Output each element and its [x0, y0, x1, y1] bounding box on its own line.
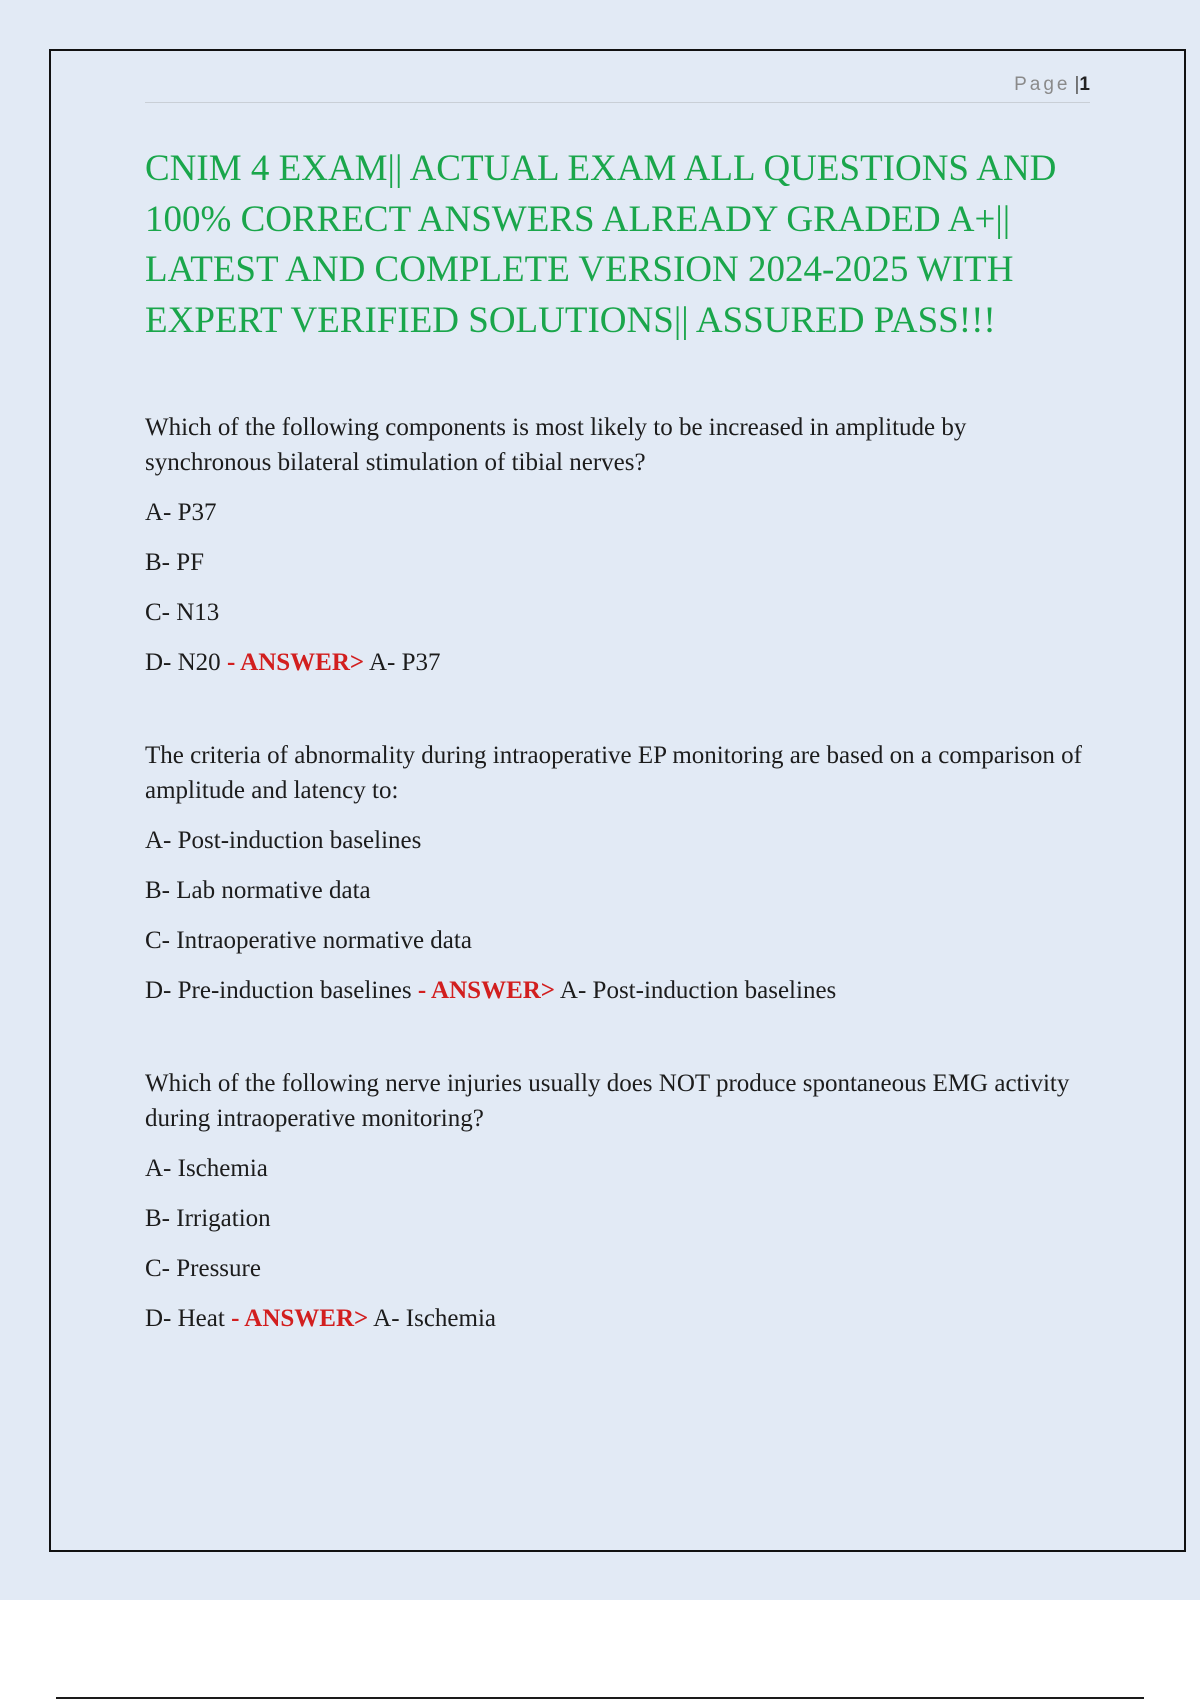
question-block-2: [145, 738, 1090, 1008]
option-b: B- Irrigation: [145, 1205, 271, 1232]
answer-tag: - ANSWER>: [417, 977, 556, 1004]
option-c: C- Intraoperative normative data: [145, 927, 472, 954]
question-text: Which of the following nerve injuries usually does NOT produce spontaneous EMG activity during intraoperative monitoring?: [145, 1070, 1070, 1132]
option-d-with-answer: [145, 1286, 1090, 1336]
page-word: Page: [1014, 74, 1071, 95]
question-block-1: [145, 410, 1090, 680]
question-text: Which of the following components is most likely to be increased in amplitude by synchronous bilateral stimulation of tibial nerves?: [145, 414, 967, 476]
footer-rule: [56, 1697, 1144, 1699]
option-d: D- N20: [145, 649, 221, 676]
option-a: A- Post-induction baselines: [145, 827, 422, 854]
question-block-3: [145, 1066, 1090, 1336]
answer-tag: - ANSWER>: [231, 1305, 369, 1332]
option-c: C- N13: [145, 599, 220, 626]
page-number: 1: [1079, 74, 1090, 95]
option-d-with-answer: [145, 630, 1090, 680]
option-d: D- Pre-induction baselines: [145, 977, 412, 1004]
option-b: B- Lab normative data: [145, 877, 371, 904]
page-header: [145, 72, 1090, 103]
question-text: The criteria of abnormality during intraoperative EP monitoring are based on a comparison of amplitude and latency to:: [145, 742, 1082, 804]
option-d-with-answer: [145, 958, 1090, 1008]
question-list: [145, 410, 1090, 1336]
answer-tag: - ANSWER>: [226, 649, 365, 676]
answer-value: A- Post-induction baselines: [559, 977, 837, 1004]
option-a: A- P37: [145, 499, 217, 526]
option-c: C- Pressure: [145, 1255, 261, 1282]
answer-value: A- P37: [369, 649, 441, 676]
answer-value: A- Ischemia: [373, 1305, 497, 1332]
option-b: B- PF: [145, 549, 205, 576]
document-title: CNIM 4 EXAM|| ACTUAL EXAM ALL QUESTIONS AND 100% CORRECT ANSWERS ALREADY GRADED A+|| LATEST AND COMPLETE VERSION 2024-2025 WITH EXPERT VERIFIED SOLUTIONS|| ASSURED PASS!!!: [145, 148, 1057, 341]
page-number-label: [1014, 74, 1090, 96]
option-d: D- Heat: [145, 1305, 225, 1332]
option-a: A- Ischemia: [145, 1155, 268, 1182]
page-separator: |: [1074, 74, 1080, 95]
